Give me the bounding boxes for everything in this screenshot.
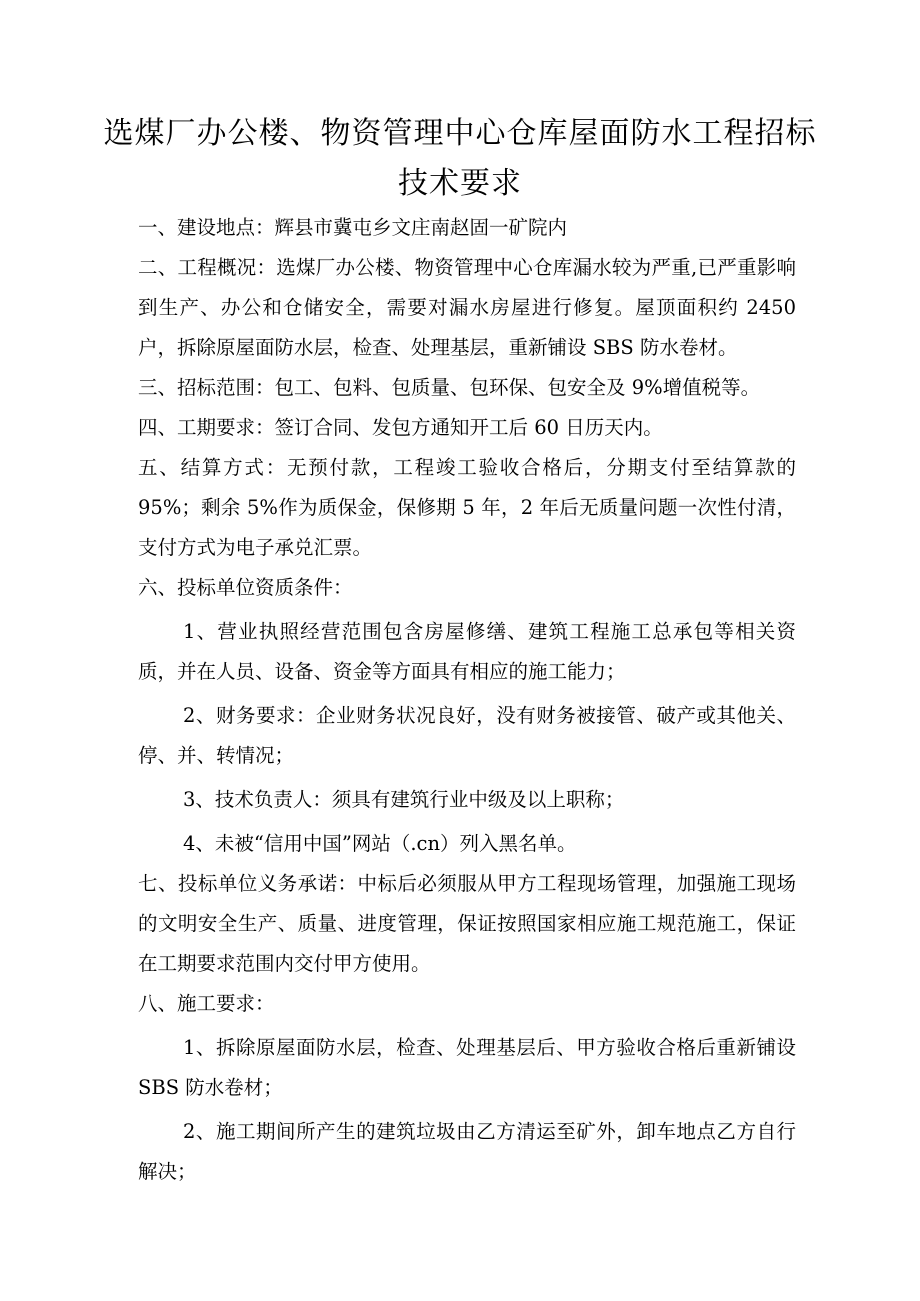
construction-item: 2、施工期间所产生的建筑垃圾由乙方清运至矿外，卸车地点乙方自行解决；	[138, 1120, 796, 1183]
section-overview: 二、工程概况：选煤厂办公楼、物资管理中心仓库漏水较为严重,已严重影响到生产、办公和仓储安全，需要对漏水房屋进行修复。屋顶面积约 2450 户，拆除原屋面防水层，检查、处理基层，重新铺设 SBS 防水卷材。	[138, 256, 796, 359]
document-title: 选煤厂办公楼、物资管理中心仓库屋面防水工程招标	[103, 116, 817, 151]
document-body	[138, 208, 796, 1192]
qualification-item: 2、财务要求：企业财务状况良好，没有财务被接管、破产或其他关、停、并、转情况；	[138, 704, 796, 767]
qualification-item: 1、营业执照经营范围包含房屋修缮、建筑工程施工总承包等相关资质，并在人员、设备、资金等方面具有相应的施工能力；	[138, 620, 796, 683]
section-scope: 三、招标范围：包工、包料、包质量、包环保、包安全及 9%增值税等。	[138, 376, 761, 399]
section-settlement: 五、结算方式：无预付款，工程竣工验收合格后，分期支付至结算款的 95%；剩余 5%作为质保金，保修期 5 年，2 年后无质量问题一次性付清，支付方式为电子承兑汇票。	[138, 456, 796, 559]
section-construction: 八、施工要求：	[138, 992, 275, 1015]
section-qualifications: 六、投标单位资质条件：	[138, 576, 353, 599]
section-schedule: 四、工期要求：签订合同、发包方通知开工后 60 日历天内。	[138, 416, 663, 439]
construction-item: 1、拆除原屋面防水层，检查、处理基层后、甲方验收合格后重新铺设 SBS 防水卷材；	[138, 1036, 796, 1099]
qualification-item: 4、未被“信用中国”网站（.cn）列入黑名单。	[183, 832, 577, 855]
document-subtitle: 技术要求	[398, 166, 522, 201]
qualification-item: 3、技术负责人：须具有建筑行业中级及以上职称；	[183, 788, 625, 811]
section-obligations: 七、投标单位义务承诺：中标后必须服从甲方工程现场管理，加强施工现场的文明安全生产、质量、进度管理，保证按照国家相应施工规范施工，保证在工期要求范围内交付甲方使用。	[138, 872, 796, 975]
section-location: 一、建设地点：辉县市冀屯乡文庄南赵固一矿院内	[138, 216, 568, 239]
